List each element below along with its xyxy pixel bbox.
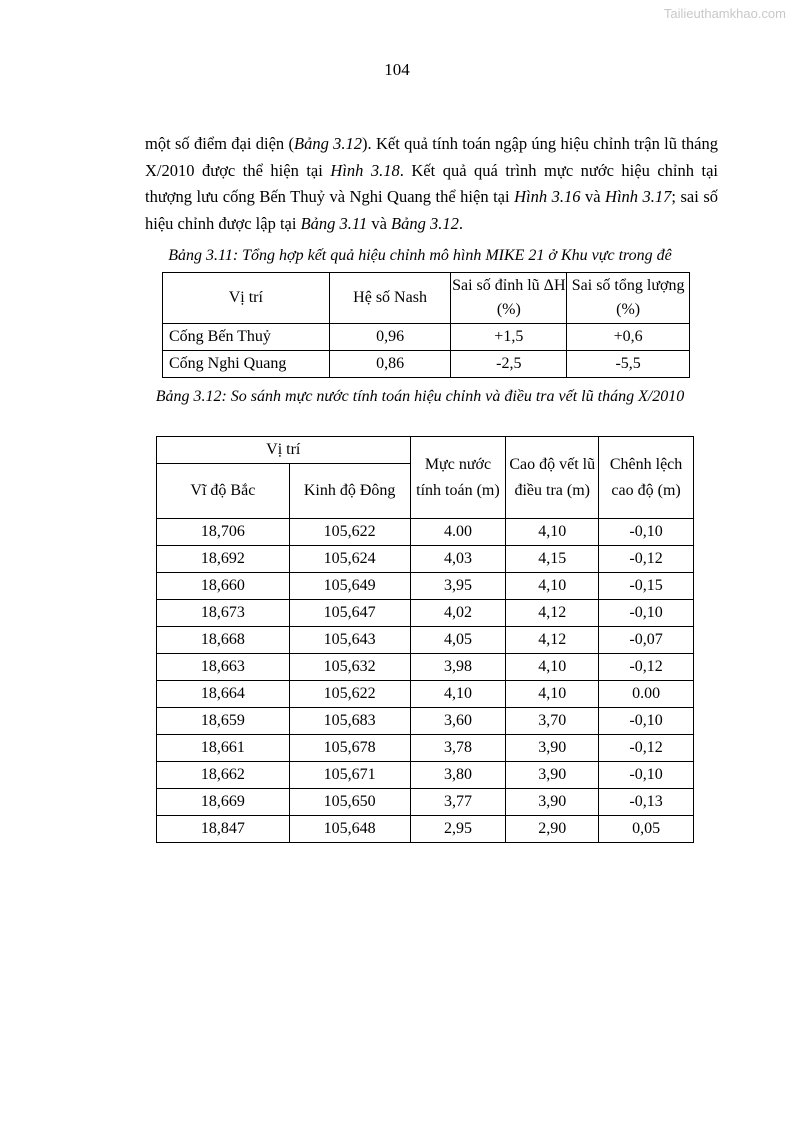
table-cell: 3,70 xyxy=(506,708,599,735)
header-cell-longitude: Kinh độ Đông xyxy=(289,464,410,519)
table-cell: +0,6 xyxy=(567,324,690,351)
table-cell: 105,678 xyxy=(289,735,410,762)
table-cell: 3,60 xyxy=(410,708,506,735)
page-number: 104 xyxy=(384,60,410,79)
table-row xyxy=(157,816,694,843)
table-row xyxy=(157,789,694,816)
reference-link: Bảng 3.12 xyxy=(391,213,459,233)
table-cell: 4,12 xyxy=(506,600,599,627)
text-run: và xyxy=(367,213,392,233)
table-cell: 18,664 xyxy=(157,681,290,708)
table-cell: 105,622 xyxy=(289,519,410,546)
text-run: ). Kết quả tính toán ngập úng hiệu chỉnh trận lũ tháng X/2010 được thể hiện tại xyxy=(145,134,718,180)
table-header-row xyxy=(163,273,690,324)
table-cell: 4,05 xyxy=(410,627,506,654)
table-cell: 105,632 xyxy=(289,654,410,681)
header-cell-difference: Chênh lệch cao độ (m) xyxy=(599,437,694,519)
table-cell: 4,15 xyxy=(506,546,599,573)
table-cell: 4.00 xyxy=(410,519,506,546)
table-cell: +1,5 xyxy=(451,324,567,351)
table-row xyxy=(163,351,690,378)
table-cell: 4,03 xyxy=(410,546,506,573)
table-cell: -0,10 xyxy=(599,762,694,789)
calibration-summary-table xyxy=(162,272,690,378)
table-cell: Cống Nghi Quang xyxy=(163,351,330,378)
table-cell: -0,10 xyxy=(599,519,694,546)
table-cell: 105,647 xyxy=(289,600,410,627)
reference-link: Hình 3.16 xyxy=(514,187,581,206)
reference-link: Bảng 3.11 xyxy=(300,213,368,233)
text-run: ; sai số hiệu chỉnh được lập tại xyxy=(145,187,718,233)
table-cell: 18,706 xyxy=(157,519,290,546)
table-cell: 3,90 xyxy=(506,789,599,816)
table-cell: 4,02 xyxy=(410,600,506,627)
table-cell: -0,12 xyxy=(599,546,694,573)
table-cell: -2,5 xyxy=(451,351,567,378)
table-cell: 105,671 xyxy=(289,762,410,789)
reference-link: Hình 3.17 xyxy=(605,187,672,206)
table2-caption: Bảng 3.12: So sánh mực nước tính toán hiệu chỉnh và điều tra vết lũ tháng X/2010 xyxy=(155,388,685,405)
table-row xyxy=(157,762,694,789)
text-run: . Kết quả quá trình mực nước hiệu chỉnh tại thượng lưu cống Bến Thuỷ và Nghi Quang thể hiện tại xyxy=(145,160,718,206)
header-cell: Sai số tổng lượng (%) xyxy=(567,273,690,324)
table-cell: 4,10 xyxy=(506,654,599,681)
table-cell: 105,624 xyxy=(289,546,410,573)
table-cell: -0,07 xyxy=(599,627,694,654)
table-cell: 0,86 xyxy=(329,351,451,378)
table-cell: -0,10 xyxy=(599,708,694,735)
table-cell: 0,05 xyxy=(599,816,694,843)
table-cell: 4,10 xyxy=(506,519,599,546)
table-cell: 2,90 xyxy=(506,816,599,843)
reference-link: Hình 3.18 xyxy=(330,160,400,180)
watermark: Tailieuthamkhao.com xyxy=(663,6,786,21)
text-run: một số điểm đại diện ( xyxy=(145,134,295,153)
table-cell: Cống Bến Thuỷ xyxy=(163,324,330,351)
header-cell-location: Vị trí xyxy=(157,437,411,464)
table-row xyxy=(157,519,694,546)
table-cell: 105,643 xyxy=(289,627,410,654)
table-cell: 3,90 xyxy=(506,762,599,789)
table-row xyxy=(157,735,694,762)
table-cell: 0,96 xyxy=(329,324,451,351)
table-cell: 105,649 xyxy=(289,573,410,600)
table-cell: 3,78 xyxy=(410,735,506,762)
table-cell: 4,10 xyxy=(410,681,506,708)
table-cell: 18,669 xyxy=(157,789,290,816)
table-cell: -0,10 xyxy=(599,600,694,627)
table-cell: -5,5 xyxy=(567,351,690,378)
body-paragraph xyxy=(145,131,718,237)
table-cell: 18,692 xyxy=(157,546,290,573)
water-level-comparison-table xyxy=(156,436,694,843)
table-cell: 2,95 xyxy=(410,816,506,843)
table-cell: 105,622 xyxy=(289,681,410,708)
table-cell: 4,12 xyxy=(506,627,599,654)
table-cell: 3,98 xyxy=(410,654,506,681)
header-cell: Sai số đỉnh lũ ΔH (%) xyxy=(451,273,567,324)
table-cell: 105,683 xyxy=(289,708,410,735)
table-cell: 18,661 xyxy=(157,735,290,762)
table-cell: 18,673 xyxy=(157,600,290,627)
table-header-row xyxy=(157,437,694,464)
table-cell: -0,12 xyxy=(599,654,694,681)
table-cell: -0,12 xyxy=(599,735,694,762)
table-cell: 18,847 xyxy=(157,816,290,843)
table-cell: 0.00 xyxy=(599,681,694,708)
table-row xyxy=(157,573,694,600)
table-cell: 105,648 xyxy=(289,816,410,843)
table-row xyxy=(157,600,694,627)
table-row xyxy=(157,681,694,708)
table-cell: 3,77 xyxy=(410,789,506,816)
table-cell: 18,660 xyxy=(157,573,290,600)
header-cell-surveyed: Cao độ vết lũ điều tra (m) xyxy=(506,437,599,519)
header-cell: Hệ số Nash xyxy=(329,273,451,324)
table-cell: -0,15 xyxy=(599,573,694,600)
table-cell: 18,663 xyxy=(157,654,290,681)
reference-link: Bảng 3.12 xyxy=(294,134,363,153)
table-cell: -0,13 xyxy=(599,789,694,816)
table-row xyxy=(163,324,690,351)
table1-caption: Bảng 3.11: Tổng hợp kết quả hiệu chỉnh mô hình MIKE 21 ở Khu vực trong đê xyxy=(168,247,672,264)
table-cell: 18,668 xyxy=(157,627,290,654)
table-cell: 3,90 xyxy=(506,735,599,762)
header-cell-computed: Mực nước tính toán (m) xyxy=(410,437,506,519)
table-cell: 18,659 xyxy=(157,708,290,735)
table-cell: 18,662 xyxy=(157,762,290,789)
table-row xyxy=(157,708,694,735)
table-cell: 4,10 xyxy=(506,573,599,600)
text-run: và xyxy=(580,187,606,206)
header-cell-latitude: Vĩ độ Bắc xyxy=(157,464,290,519)
table-cell: 3,80 xyxy=(410,762,506,789)
table-row xyxy=(157,654,694,681)
table-cell: 4,10 xyxy=(506,681,599,708)
table-row xyxy=(157,627,694,654)
table-cell: 105,650 xyxy=(289,789,410,816)
table-row xyxy=(157,546,694,573)
header-cell: Vị trí xyxy=(163,273,330,324)
table-cell: 3,95 xyxy=(410,573,506,600)
text-run: . xyxy=(458,213,463,233)
